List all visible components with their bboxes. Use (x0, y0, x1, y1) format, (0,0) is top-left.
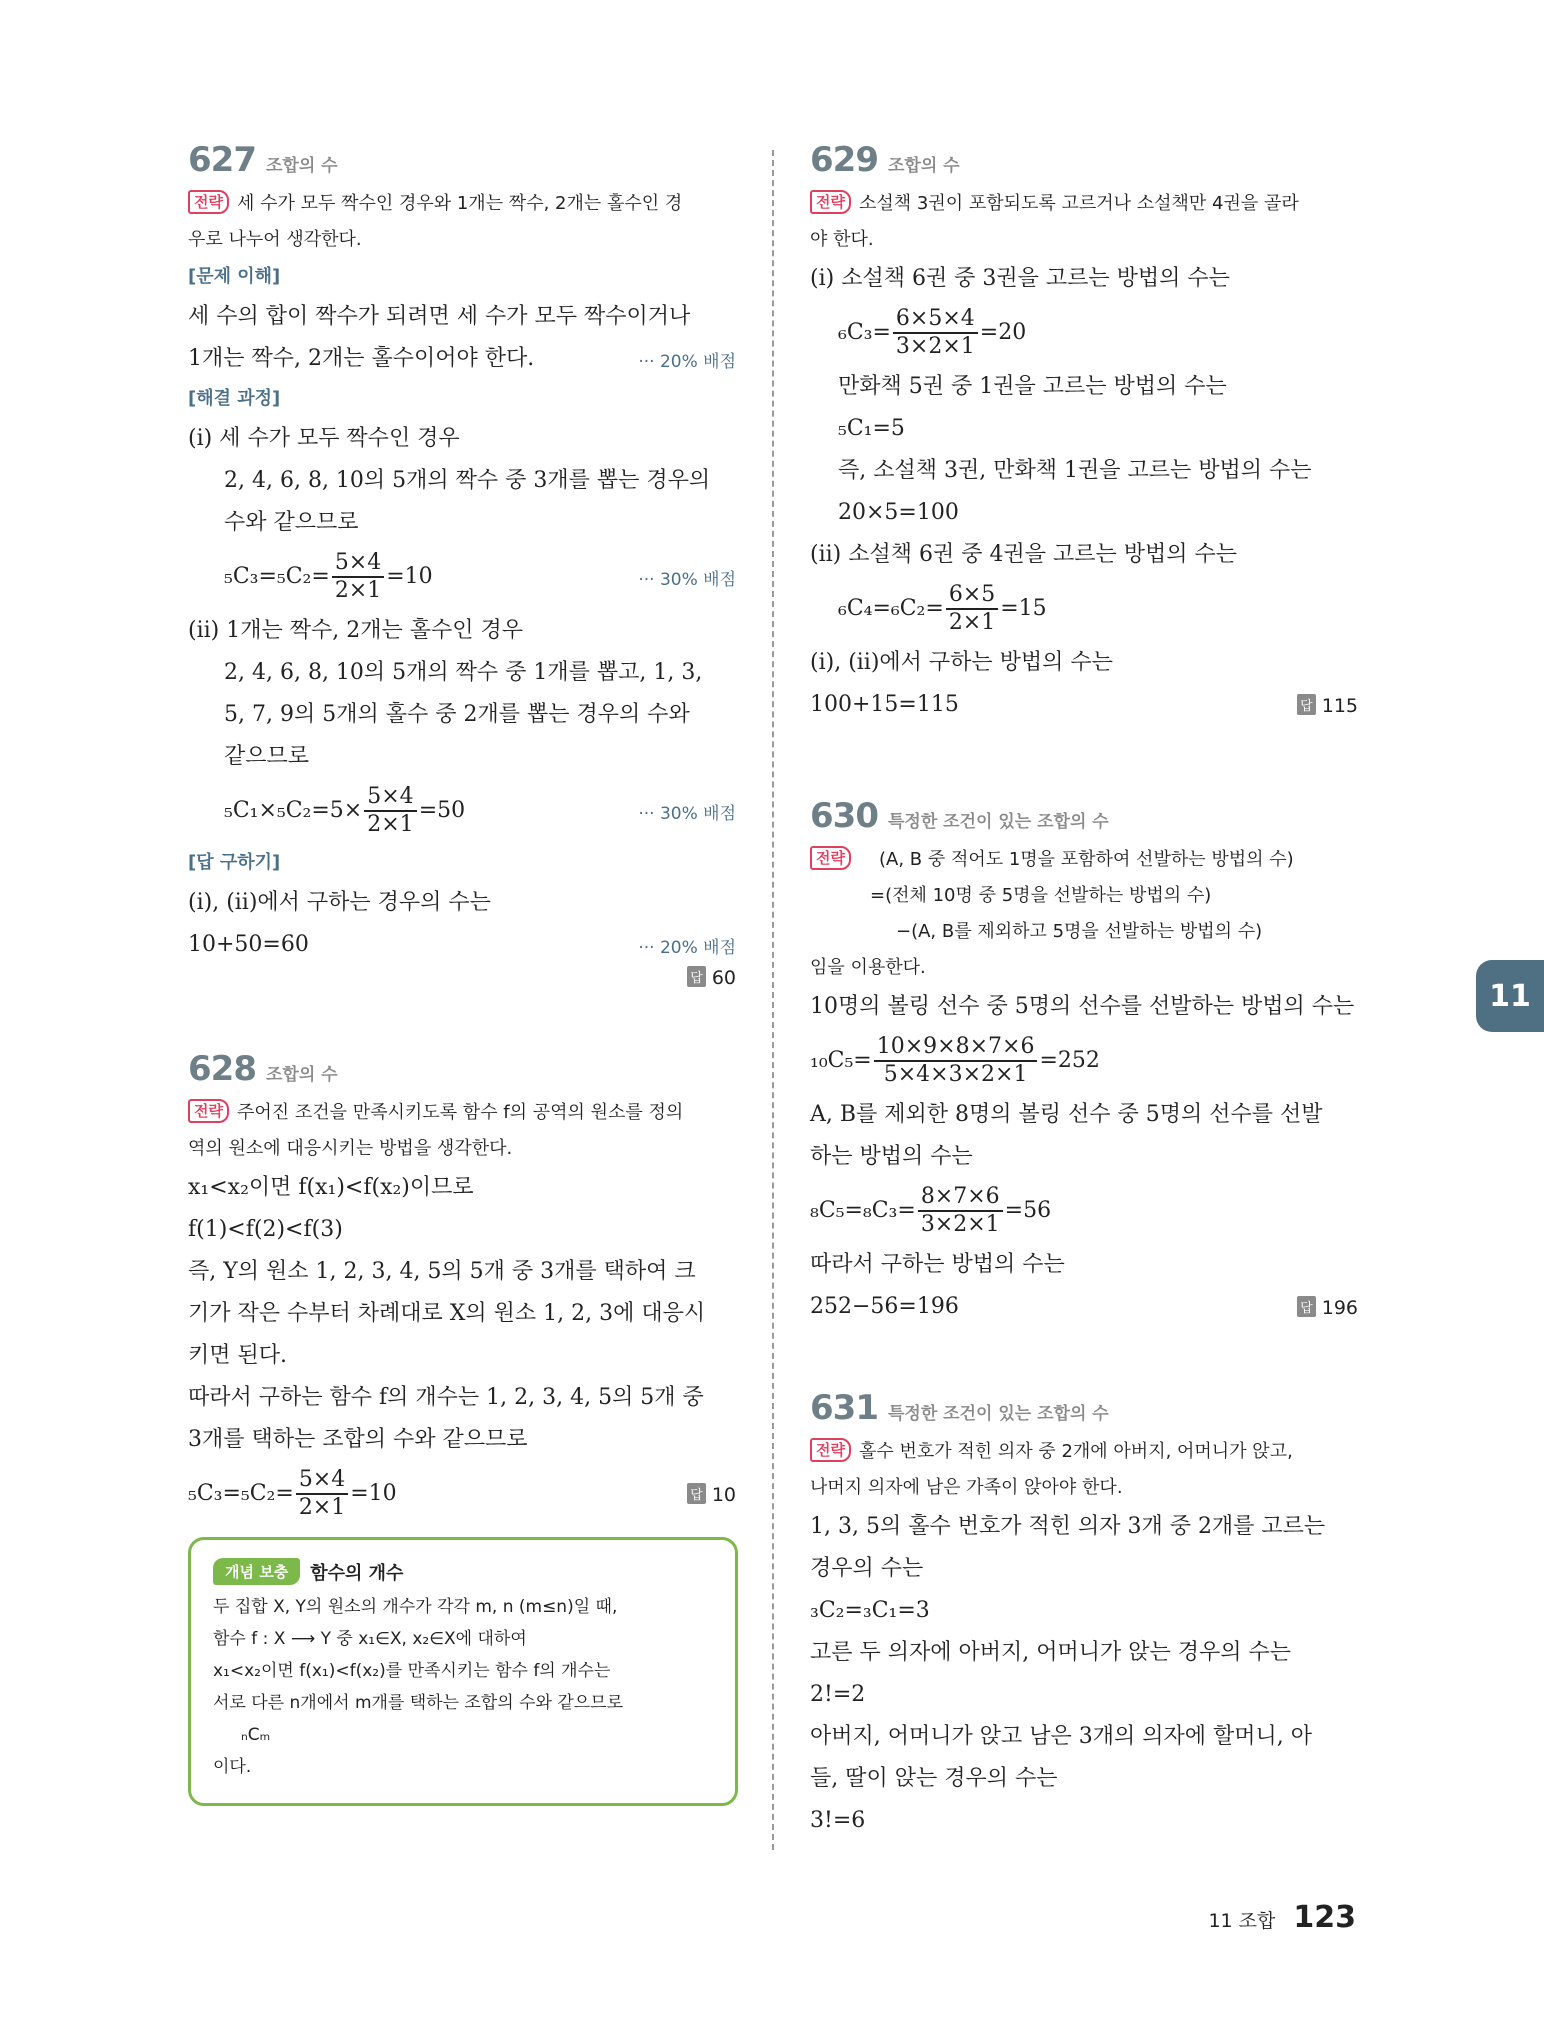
strategy-text: −(A, B를 제외하고 5명을 선발하는 방법의 수) (896, 921, 1263, 942)
formula-row (188, 778, 736, 844)
solution-line: 252−56=196 (810, 1294, 959, 1319)
problem-topic: 특정한 조건이 있는 조합의 수 (887, 812, 1109, 832)
denominator: 2×1 (367, 812, 414, 837)
problem-629 (810, 140, 1358, 726)
problem-number: 628 (188, 1049, 256, 1089)
fraction (296, 1467, 348, 1521)
formula (810, 1034, 1358, 1088)
answer-value: 10 (711, 1483, 736, 1506)
solution-line: A, B를 제외한 8명의 볼링 선수 중 5명의 선수를 선발 (810, 1102, 1323, 1127)
solution-line: (ⅱ) 1개는 짝수, 2개는 홀수인 경우 (188, 618, 523, 643)
solution-line: 2!=2 (810, 1682, 866, 1707)
solution-line: 3!=6 (810, 1808, 866, 1833)
solution-line: 즉, Y의 원소 1, 2, 3, 4, 5의 5개 중 3개를 택하여 크 (188, 1259, 696, 1284)
problem-header (810, 140, 1358, 180)
solution-line: 20×5=100 (838, 500, 959, 525)
strategy-text: 임을 이용한다. (810, 957, 926, 978)
concept-line: 서로 다른 n개에서 m개를 택하는 조합의 수와 같으므로 (213, 1693, 624, 1713)
solution-row (810, 684, 1358, 726)
strategy-text: 야 한다. (810, 229, 874, 250)
solution-line: (ⅱ) 소설책 6권 중 4권을 고르는 방법의 수는 (810, 542, 1237, 567)
problem-number: 630 (810, 796, 878, 836)
solution-line: 따라서 구하는 방법의 수는 (810, 1252, 1065, 1277)
strategy-text: =(전체 10명 중 5명을 선발하는 방법의 수) (870, 885, 1212, 906)
solution-line: (ⅰ), (ⅱ)에서 구하는 경우의 수는 (188, 890, 491, 915)
left-column (188, 140, 736, 1862)
score-note: ··· 30% 배점 (638, 569, 736, 590)
numerator: 6×5×4 (893, 306, 978, 334)
concept-title: 함수의 개수 (310, 1562, 404, 1584)
strategy-text: 역의 원소에 대응시키는 방법을 생각한다. (188, 1138, 513, 1159)
strategy-tag: 전략 (188, 190, 229, 214)
strategy-tag: 전략 (810, 190, 851, 214)
solution-line: 2, 4, 6, 8, 10의 5개의 짝수 중 3개를 뽑는 경우의 (224, 468, 711, 493)
solution-line: 즉, 소설책 3권, 만화책 1권을 고르는 방법의 수는 (838, 458, 1312, 483)
strategy-text: 소설책 3권이 포함되도록 고르거나 소설책만 4권을 골라 (858, 193, 1299, 214)
problem-header (188, 140, 736, 180)
score-note: ··· 20% 배점 (638, 351, 736, 372)
solution-line: 10명의 볼링 선수 중 5명의 선수를 선발하는 방법의 수는 (810, 994, 1355, 1019)
score-note: ··· 20% 배점 (638, 937, 736, 958)
solution-line: (ⅰ), (ⅱ)에서 구하는 방법의 수는 (810, 650, 1113, 675)
concept-line: x₁<x₂이면 f(x₁)<f(x₂)를 만족시키는 함수 f의 개수는 (213, 1661, 611, 1681)
strategy-text: 우로 나누어 생각한다. (188, 229, 362, 250)
problem-topic: 특정한 조건이 있는 조합의 수 (887, 1404, 1109, 1424)
score-note: ··· 30% 배점 (638, 803, 736, 824)
formula-prefix: ₅C₃=₅C₂= (188, 1481, 294, 1506)
fraction (946, 582, 998, 636)
numerator: 6×5 (946, 582, 998, 610)
problem-number: 627 (188, 140, 256, 180)
solution-line: x₁<x₂이면 f(x₁)<f(x₂)이므로 (188, 1175, 474, 1200)
strategy-tag: 전략 (810, 846, 851, 870)
answer-icon: 답 (687, 966, 706, 987)
solution-line: 5, 7, 9의 5개의 홀수 중 2개를 뽑는 경우의 수와 (224, 702, 690, 727)
solution-line: 아버지, 어머니가 앉고 남은 3개의 의자에 할머니, 아 (810, 1724, 1312, 1749)
formula-prefix: ₈C₅=₈C₃= (810, 1198, 916, 1223)
solution-line: 경우의 수는 (810, 1556, 924, 1581)
section-label: [해결 과정] (188, 388, 281, 409)
concept-line: 함수 f : X ⟶ Y 중 x₁∈X, x₂∈X에 대하여 (213, 1629, 527, 1649)
solution-line: 2, 4, 6, 8, 10의 5개의 짝수 중 1개를 뽑고, 1, 3, (224, 660, 703, 685)
numerator: 5×4 (332, 550, 384, 578)
formula-result: =56 (1004, 1198, 1052, 1223)
denominator: 2×1 (948, 610, 996, 635)
answer-value: 60 (711, 967, 736, 989)
answer-value: 196 (1321, 1296, 1358, 1319)
solution-line: 세 수의 합이 짝수가 되려면 세 수가 모두 짝수이거나 (188, 304, 691, 329)
solution-row (188, 338, 736, 380)
answer-row (188, 966, 736, 989)
strategy-text: 홀수 번호가 적힌 의자 중 2개에 아버지, 어머니가 앉고, (858, 1441, 1293, 1462)
problem-number: 631 (810, 1388, 878, 1428)
problem-header (810, 796, 1358, 836)
solution-line: (ⅰ) 세 수가 모두 짝수인 경우 (188, 426, 460, 451)
denominator: 2×1 (298, 1495, 346, 1520)
denominator: 3×2×1 (895, 334, 975, 359)
formula (810, 582, 1358, 636)
problem-header (188, 1049, 736, 1089)
problem-631 (810, 1388, 1358, 1842)
solution-line: 3개를 택하는 조합의 수와 같으므로 (188, 1427, 528, 1452)
chapter-tab: 11 (1476, 960, 1544, 1032)
concept-line: 두 집합 X, Y의 원소의 개수가 각각 m, n (m≤n)일 때, (213, 1597, 618, 1617)
formula-row (188, 1461, 736, 1527)
problem-630 (810, 796, 1358, 1328)
formula-result: =15 (1000, 596, 1047, 621)
right-column (810, 140, 1358, 1898)
answer (1297, 694, 1358, 717)
solution-line: 1, 3, 5의 홀수 번호가 적힌 의자 3개 중 2개를 고르는 (810, 1514, 1326, 1539)
solution-line: 수와 같으므로 (224, 510, 359, 535)
formula-result: =252 (1039, 1048, 1100, 1073)
problem-topic: 조합의 수 (887, 156, 960, 176)
solution-line: ₃C₂=₃C₁=3 (810, 1598, 930, 1623)
numerator: 10×9×8×7×6 (874, 1034, 1038, 1062)
strategy-line (810, 1434, 1358, 1470)
strategy-line (188, 186, 736, 222)
formula-result: =20 (979, 320, 1027, 345)
formula-prefix: ₁₀C₅= (810, 1048, 872, 1073)
solution-line: f(1)<f(2)<f(3) (188, 1217, 343, 1242)
strategy-line (810, 842, 1358, 878)
section-label: [문제 이해] (188, 266, 281, 287)
strategy-line (188, 1095, 736, 1131)
solution-line: 따라서 구하는 함수 f의 개수는 1, 2, 3, 4, 5의 5개 중 (188, 1385, 704, 1410)
numerator: 5×4 (364, 784, 416, 812)
formula-prefix: ₅C₁×₅C₂=5× (224, 798, 363, 823)
section-label: [답 구하기] (188, 852, 281, 873)
solution-line: ₅C₁=5 (838, 416, 905, 441)
denominator: 5×4×3×2×1 (883, 1062, 1028, 1087)
formula-prefix: ₆C₃= (838, 320, 891, 345)
strategy-tag: 전략 (810, 1438, 851, 1462)
answer (1297, 1296, 1358, 1319)
solution-line: 키면 된다. (188, 1343, 287, 1368)
solution-row (810, 1286, 1358, 1328)
problem-628 (188, 1049, 736, 1806)
solution-line: 하는 방법의 수는 (810, 1144, 973, 1169)
concept-header (213, 1558, 713, 1585)
fraction (332, 550, 384, 604)
formula (188, 1467, 397, 1521)
numerator: 8×7×6 (918, 1184, 1003, 1212)
strategy-text: 나머지 의자에 남은 가족이 앉아야 한다. (810, 1477, 1123, 1498)
problem-627 (188, 140, 736, 989)
chapter-title: 11 조합 (1208, 1910, 1276, 1932)
formula (810, 306, 1358, 360)
solution-line: 고른 두 의자에 아버지, 어머니가 앉는 경우의 수는 (810, 1640, 1291, 1665)
strategy-tag: 전략 (188, 1099, 229, 1123)
solution-line: 1개는 짝수, 2개는 홀수이어야 한다. (188, 346, 535, 371)
strategy-text: 주어진 조건을 만족시키도록 함수 f의 공역의 원소를 정의 (236, 1102, 684, 1123)
formula (224, 550, 433, 604)
page-number: 123 (1293, 1900, 1356, 1935)
answer (687, 1483, 736, 1506)
problem-topic: 조합의 수 (265, 156, 338, 176)
solution-row (188, 924, 736, 966)
formula (810, 1184, 1358, 1238)
concept-line: ₙCₘ (241, 1725, 271, 1745)
answer-value: 115 (1321, 694, 1358, 717)
answer-icon: 답 (1297, 1296, 1316, 1317)
denominator: 2×1 (334, 578, 382, 603)
answer (687, 966, 736, 989)
answer-icon: 답 (1297, 694, 1316, 715)
concept-tag: 개념 보충 (213, 1558, 300, 1585)
page-footer (1208, 1900, 1356, 1935)
answer-icon: 답 (687, 1483, 706, 1504)
denominator: 3×2×1 (920, 1212, 1000, 1237)
formula-result: =10 (386, 564, 433, 589)
strategy-text: 세 수가 모두 짝수인 경우와 1개는 짝수, 2개는 홀수인 경 (236, 193, 683, 214)
formula-prefix: ₆C₄=₆C₂= (838, 596, 944, 621)
fraction (364, 784, 416, 838)
problem-header (810, 1388, 1358, 1428)
numerator: 5×4 (296, 1467, 348, 1495)
concept-box (188, 1537, 738, 1806)
problem-topic: 조합의 수 (265, 1065, 338, 1085)
concept-line: 이다. (213, 1757, 252, 1777)
solution-line: 같으므로 (224, 744, 310, 769)
fraction (893, 306, 978, 360)
solution-line: (ⅰ) 소설책 6권 중 3권을 고르는 방법의 수는 (810, 266, 1230, 291)
fraction (918, 1184, 1003, 1238)
solution-line: 만화책 5권 중 1권을 고르는 방법의 수는 (838, 374, 1227, 399)
strategy-line (810, 186, 1358, 222)
solution-line: 100+15=115 (810, 692, 959, 717)
solution-line: 기가 작은 수부터 차례대로 X의 원소 1, 2, 3에 대응시 (188, 1301, 706, 1326)
column-divider (772, 150, 774, 1850)
strategy-text: (A, B 중 적어도 1명을 포함하여 선발하는 방법의 수) (878, 849, 1294, 870)
solution-line: 10+50=60 (188, 932, 309, 957)
formula-result: =10 (350, 1481, 397, 1506)
fraction (874, 1034, 1038, 1088)
problem-number: 629 (810, 140, 878, 180)
formula-result: =50 (418, 798, 466, 823)
formula (224, 784, 465, 838)
formula-row (188, 544, 736, 610)
formula-prefix: ₅C₃=₅C₂= (224, 564, 330, 589)
solution-line: 들, 딸이 앉는 경우의 수는 (810, 1766, 1058, 1791)
